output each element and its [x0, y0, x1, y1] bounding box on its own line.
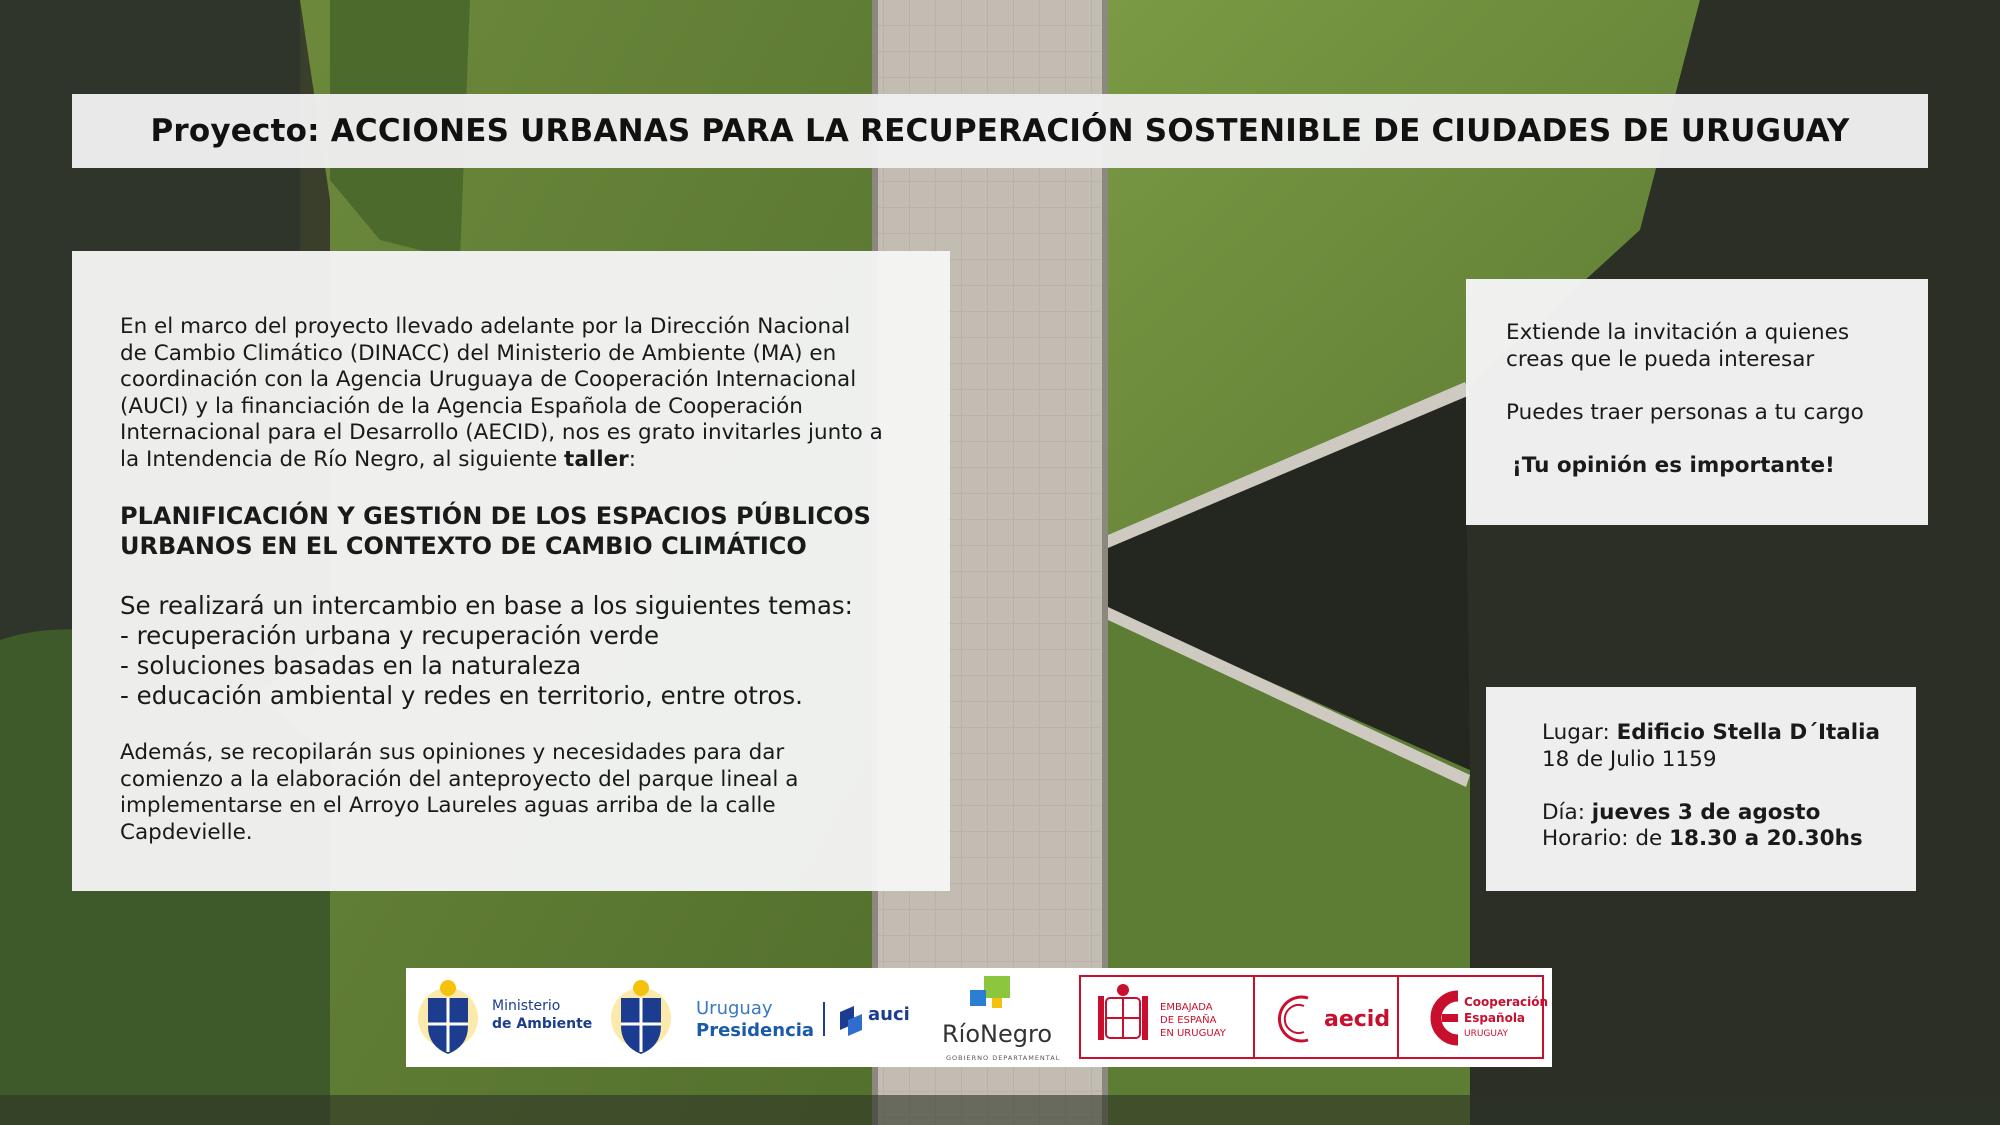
place-label: Lugar:: [1542, 720, 1617, 745]
title-bar: [72, 94, 1928, 168]
aecid-label: aecid: [1324, 1007, 1391, 1032]
invite-panel: [1466, 279, 1928, 525]
workshop-title-line: URBANOS EN EL CONTEXTO DE CAMBIO CLIMÁTICO: [120, 532, 807, 560]
uruguay-seal-icon: [418, 980, 478, 1054]
event-details-panel: [1486, 687, 1916, 891]
cooperacion-label: URUGUAY: [1464, 1029, 1508, 1039]
time-value: 18.30 a 20.30hs: [1669, 826, 1863, 851]
topic-item: - recuperación urbana y recuperación verde: [120, 621, 660, 650]
more-line: implementarse en el Arroyo Laureles aguas arriba de la calle: [120, 793, 776, 818]
ministerio-label: Ministerio: [492, 998, 561, 1014]
rionegro-icon: [970, 976, 1010, 1008]
more-line: Además, se recopilarán sus opiniones y necesidades para dar: [120, 740, 785, 765]
day-line: [1542, 800, 1912, 827]
day-label: Día:: [1542, 799, 1592, 825]
address: 18 de Julio 1159: [1542, 746, 1717, 772]
cooperacion-espanola-icon: [1436, 996, 1458, 1040]
workshop-title: [120, 501, 920, 561]
day-value: jueves 3 de agosto: [1591, 799, 1821, 825]
rionegro-sublabel: GOBIERNO DEPARTAMENTAL: [946, 1054, 1061, 1062]
embajada-label: DE ESPAÑA: [1160, 1015, 1217, 1026]
invite-line: Puedes traer personas a tu cargo: [1506, 399, 1864, 425]
time-line: [1542, 826, 1912, 853]
sponsor-logos-bar: [406, 968, 1552, 1067]
intro-line: (AUCI) y la financiación de la Agencia Española de Cooperación: [120, 393, 803, 419]
topics-lead: Se realizará un intercambio en base a los siguientes temas:: [120, 591, 853, 620]
presidencia-label: Uruguay: [696, 998, 773, 1019]
page-title: Proyecto: ACCIONES URBANAS PARA LA RECUPERACIÓN SOSTENIBLE DE CIUDADES DE URUGUAY: [150, 113, 1850, 149]
intro-line: Internacional para el Desarrollo (AECID), nos es grato invitarles junto a: [120, 420, 883, 445]
embajada-label: EN URUGUAY: [1160, 1028, 1226, 1039]
invite-line: Extiende la invitación a quienes: [1506, 320, 1850, 345]
place-line: [1542, 720, 1912, 747]
ministerio-label: de Ambiente: [492, 1016, 593, 1032]
auci-label: auci: [868, 1004, 910, 1025]
sponsor-logos: [406, 968, 1552, 1067]
additional-paragraph: [120, 740, 920, 846]
presidencia-seal-icon: [611, 980, 671, 1054]
invitation-panel: [72, 251, 950, 891]
auci-icon: [840, 1006, 862, 1036]
intro-colon: :: [628, 446, 637, 472]
spain-coat-of-arms-icon: [1098, 984, 1148, 1040]
intro-line: coordinación con la Agencia Uruguaya de Cooperación Internacional: [120, 367, 857, 392]
cooperacion-label: Cooperación: [1464, 995, 1549, 1009]
workshop-title-line: PLANIFICACIÓN Y GESTIÓN DE LOS ESPACIOS PÚBLICOS: [120, 502, 871, 530]
embajada-label: EMBAJADA: [1160, 1002, 1213, 1013]
intro-line: En el marco del proyecto llevado adelante por la Dirección Nacional: [120, 314, 851, 339]
intro-line: de Cambio Climático (DINACC) del Ministerio de Ambiente (MA) en: [120, 340, 837, 366]
cooperacion-label: Española: [1464, 1011, 1526, 1025]
opinion-callout: ¡Tu opinión es importante!: [1512, 452, 1835, 478]
aecid-icon: [1279, 997, 1308, 1041]
invite-line: creas que le pueda interesar: [1506, 346, 1815, 372]
intro-paragraph: [120, 314, 920, 473]
topic-item: - soluciones basadas en la naturaleza: [120, 651, 582, 680]
more-line: Capdevielle.: [120, 819, 253, 845]
time-label: Horario: de: [1542, 826, 1670, 851]
topic-item: - educación ambiental y redes en territorio, entre otros.: [120, 681, 803, 710]
more-line: comienzo a la elaboración del anteproyecto del parque lineal a: [120, 766, 799, 792]
rionegro-label: RíoNegro: [942, 1020, 1053, 1048]
intro-line: la Intendencia de Río Negro, al siguiente: [120, 446, 565, 472]
intro-taller-word: taller: [564, 446, 629, 472]
presidencia-label: Presidencia: [696, 1020, 815, 1041]
place-value: Edificio Stella D´Italia: [1616, 720, 1881, 745]
